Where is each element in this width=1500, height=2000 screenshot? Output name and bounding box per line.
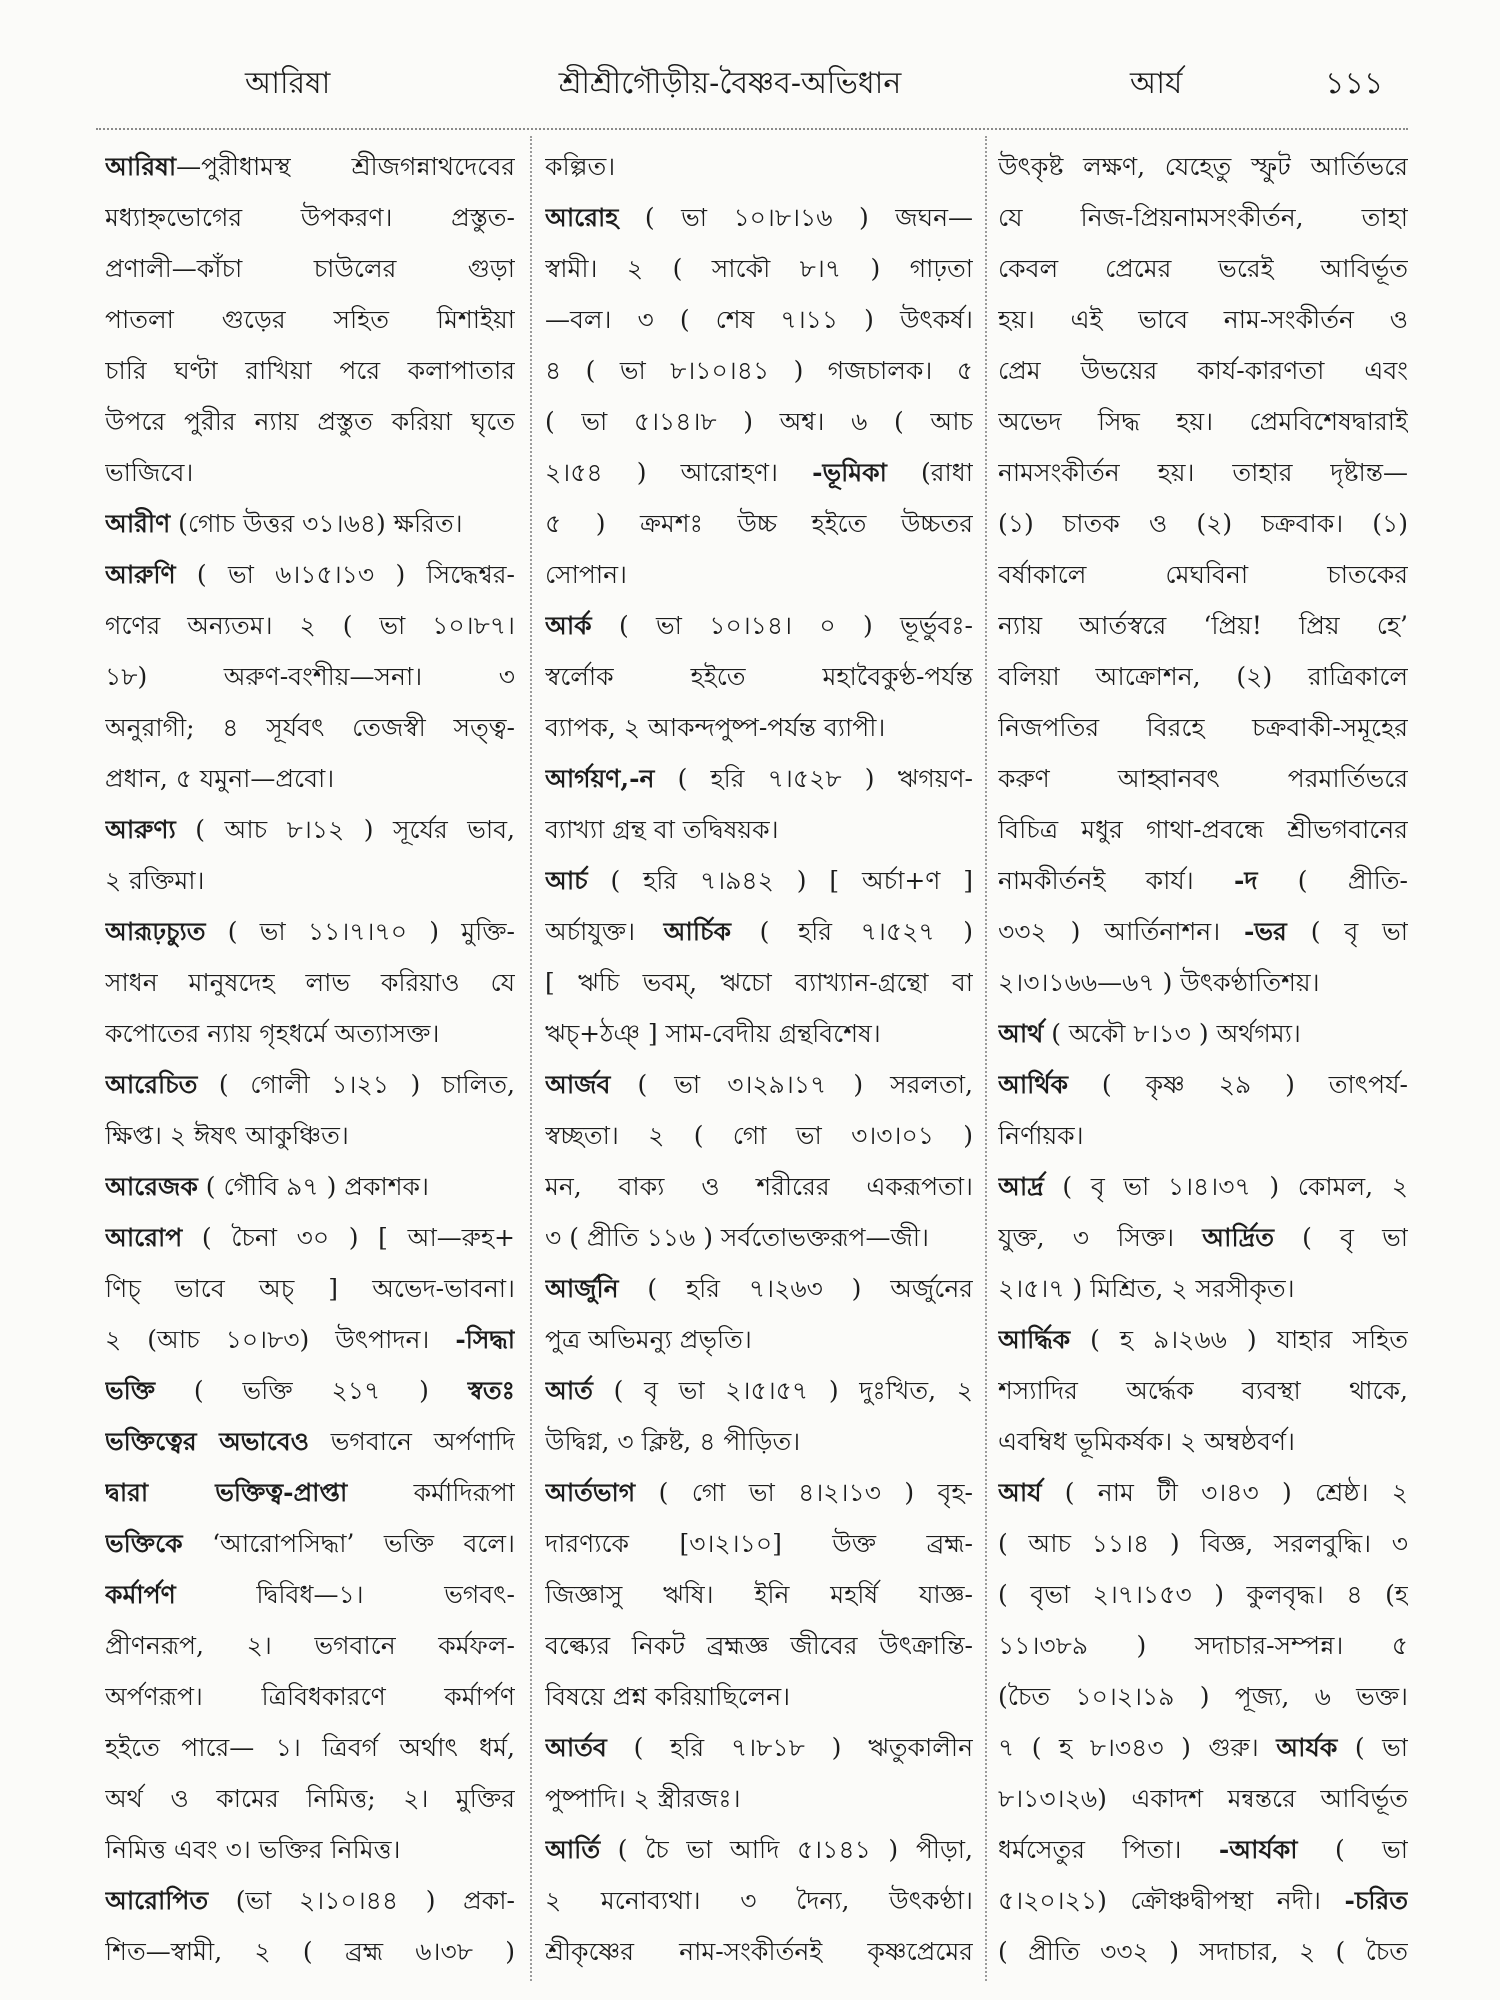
sub-headword: ভক্তি xyxy=(105,1376,156,1405)
entry-text: ( হরি ৭।৫২৭ ) xyxy=(730,917,973,946)
sub-headword: -ভর xyxy=(1244,917,1287,946)
entry-text: দারণ্যকে [৩।২।১০] উক্ত ব্রহ্ম- xyxy=(545,1529,973,1558)
text-line xyxy=(105,1263,515,1314)
text-line xyxy=(998,1569,1408,1620)
entry-text: ২ (আচ ১০।৮৩) উৎপাদন। xyxy=(105,1325,456,1354)
entry-text: ( ভা ১০।১৪। ০ ) ভূর্ভুবঃ- xyxy=(591,611,973,640)
text-line xyxy=(998,345,1408,396)
entry-text: সাধন মানুষদেহ লাভ করিয়াও যে xyxy=(105,968,515,997)
text-line xyxy=(998,1212,1408,1263)
column-3 xyxy=(998,141,1408,1981)
entry-text: ( ভা ৫।১৪।৮ ) অশ্ব। ৬ ( আচ xyxy=(545,407,973,436)
text-line xyxy=(998,1161,1408,1212)
headword: আর্তি xyxy=(545,1835,601,1864)
entry-text: যে নিজ-প্রিয়নামসংকীর্তন, তাহা xyxy=(998,203,1408,232)
header-rule xyxy=(96,128,1408,130)
text-line xyxy=(998,1008,1408,1059)
entry-text: শিত—স্বামী, ২ ( ব্রহ্ম ৬।৩৮ ) xyxy=(105,1937,515,1966)
entry-text: ( ভক্তি ২১৭ ) xyxy=(155,1376,468,1405)
entry-text: পুত্র অভিমন্যু প্রভৃতি। xyxy=(545,1325,752,1354)
entry-text: গণের অন্যতম। ২ ( ভা ১০।৮৭। xyxy=(105,611,515,640)
text-line xyxy=(105,906,515,957)
text-line xyxy=(998,243,1408,294)
sub-headword: -দ xyxy=(1234,866,1258,895)
text-line xyxy=(998,192,1408,243)
text-line xyxy=(105,345,515,396)
entry-text: ১৮) অরুণ-বংশীয়—সনা। ৩ xyxy=(105,662,515,691)
entry-text: ( হরি ৭।৮১৮ ) ঋতুকালীন xyxy=(606,1733,973,1762)
text-line xyxy=(998,1110,1408,1161)
text-line xyxy=(998,549,1408,600)
headword: আর্জুনি xyxy=(545,1274,619,1303)
headword: আর্দ্ধিক xyxy=(998,1325,1071,1354)
entry-text: নামকীর্তনই কার্য। xyxy=(998,866,1235,895)
text-line xyxy=(998,1926,1408,1977)
text-line xyxy=(105,294,515,345)
sub-headword: দ্বারা ভক্তিত্ব-প্রাপ্তা xyxy=(105,1478,348,1507)
entry-text: ২।৩।১৬৬—৬৭ ) উৎকণ্ঠাতিশয়। xyxy=(998,968,1320,997)
text-line xyxy=(105,498,515,549)
text-line xyxy=(545,1263,973,1314)
entry-text: ব্যাখ্যা গ্রন্থ বা তদ্বিষয়ক। xyxy=(545,815,779,844)
text-line xyxy=(105,1671,515,1722)
sub-headword: ভক্তিকে xyxy=(105,1529,183,1558)
text-line xyxy=(105,1773,515,1824)
entry-text: ( হ ৯।২৬৬ ) যাহার সহিত xyxy=(1070,1325,1408,1354)
text-line xyxy=(105,651,515,702)
text-line xyxy=(998,1671,1408,1722)
text-line xyxy=(545,651,973,702)
entry-text: বিচিত্র মধুর গাথা-প্রবন্ধে শ্রীভগবানের xyxy=(998,815,1408,844)
entry-text: নিজপতির বিরহে চক্রবাকী-সমূহের xyxy=(998,713,1408,742)
text-line xyxy=(998,1467,1408,1518)
text-line xyxy=(105,1875,515,1926)
text-line xyxy=(998,294,1408,345)
entry-text: ( গো ভা ৪।২।১৩ ) বৃহ- xyxy=(635,1478,973,1507)
headword: আরূঢ়চ্যুত xyxy=(105,917,206,946)
text-line xyxy=(105,1467,515,1518)
text-line xyxy=(105,192,515,243)
running-head-first-word: আরিষা xyxy=(245,66,331,101)
entry-text: উপরে পুরীর ন্যায় প্রস্তুত করিয়া ঘৃতে xyxy=(105,407,515,436)
entry-text: ২ রক্তিমা। xyxy=(105,866,205,895)
text-line xyxy=(105,1212,515,1263)
text-line xyxy=(998,1773,1408,1824)
entry-text: ( বৃ ভা ১।৪।৩৭ ) কোমল, ২ xyxy=(1043,1172,1408,1201)
text-line xyxy=(998,702,1408,753)
entry-text: অভেদ সিদ্ধ হয়। প্রেমবিশেষদ্বারাই xyxy=(998,407,1408,436)
text-line xyxy=(105,243,515,294)
column-divider xyxy=(530,136,532,1981)
entry-text: নিমিত্ত এবং ৩। ভক্তির নিমিত্ত। xyxy=(105,1835,401,1864)
entry-text: অনুরাগী; ৪ সূর্যবৎ তেজস্বী সত্ত্ব- xyxy=(105,713,515,742)
headword: আর্জব xyxy=(545,1070,611,1099)
headword: আরেজক xyxy=(105,1172,198,1201)
entry-text: ( ভা xyxy=(1337,1733,1408,1762)
sub-headword: -ভূমিকা xyxy=(812,458,887,487)
entry-text: বলিয়া আক্রোশন, (২) রাত্রিকালে xyxy=(998,662,1408,691)
text-line xyxy=(105,1365,515,1416)
sub-headword: -সিদ্ধা xyxy=(455,1325,515,1354)
column-2 xyxy=(545,141,973,1981)
text-line xyxy=(545,957,973,1008)
entry-text: ভগবানে অর্পণাদি xyxy=(309,1427,515,1456)
text-line xyxy=(105,753,515,804)
entry-text: ২ মনোব্যথা। ৩ দৈন্য, উৎকণ্ঠা। xyxy=(545,1886,973,1915)
entry-text: ( ভা ১১।৭।৭০ ) মুক্তি- xyxy=(205,917,515,946)
text-line xyxy=(998,1824,1408,1875)
entry-text: এবম্বিধ ভূমিকর্ষক। ২ অম্বষ্ঠবর্ণ। xyxy=(998,1427,1295,1456)
headword: আরুণ্য xyxy=(105,815,176,844)
entry-text: কল্পিত। xyxy=(545,152,616,181)
text-line xyxy=(105,1059,515,1110)
entry-text: ( প্রীতি ৩৩২ ) সদাচার, ২ ( চৈত xyxy=(998,1937,1408,1966)
entry-text: পাতলা গুড়ের সহিত মিশাইয়া xyxy=(105,305,515,334)
text-line xyxy=(105,447,515,498)
entry-text: হইতে পারে— ১। ত্রিবর্গ অর্থাৎ ধর্ম, xyxy=(105,1733,515,1762)
sub-headword: স্বতঃ xyxy=(467,1376,515,1405)
entry-text: করুণ আহ্বানবৎ পরমার্তিভরে xyxy=(998,764,1408,793)
text-line xyxy=(545,498,973,549)
entry-text: ( ভা ৬।১৫।১৩ ) সিদ্ধেশ্বর- xyxy=(175,560,515,589)
text-line xyxy=(545,1059,973,1110)
text-line xyxy=(545,1110,973,1161)
entry-text: অর্পণরূপ। ত্রিবিধকারণে কর্মার্পণ xyxy=(105,1682,515,1711)
entry-text: ( বৃভা ২।৭।১৫৩ ) কুলবৃদ্ধ। ৪ (হ xyxy=(998,1580,1408,1609)
entry-text: ব্যাপক, ২ আকন্দপুষ্প-পর্যন্ত ব্যাপী। xyxy=(545,713,886,742)
text-line xyxy=(545,1569,973,1620)
text-line xyxy=(998,1263,1408,1314)
text-line xyxy=(545,396,973,447)
text-line xyxy=(545,1926,973,1977)
entry-text: মধ্যাহ্নভোগের উপকরণ। প্রস্তুত- xyxy=(105,203,515,232)
text-line xyxy=(105,1722,515,1773)
entry-text: অর্চাযুক্ত। xyxy=(545,917,664,946)
entry-text: ( বৃ ভা xyxy=(1286,917,1408,946)
text-line xyxy=(998,1620,1408,1671)
entry-text: স্বামী। ২ ( সাকৌ ৮।৭ ) গাঢ়তা xyxy=(545,254,973,283)
headword: আর্তভাগ xyxy=(545,1478,636,1507)
entry-text: (রাধা xyxy=(886,458,973,487)
entry-text: ৩ ( প্রীতি ১১৬ ) সর্বতোভক্তরূপ—জী। xyxy=(545,1223,929,1252)
entry-text: ( ভা ১০।৮।১৬ ) জঘন— xyxy=(618,203,973,232)
text-line xyxy=(105,702,515,753)
entry-text: ৭ ( হ ৮।৩৪৩ ) গুরু। xyxy=(998,1733,1277,1762)
text-line xyxy=(998,396,1408,447)
entry-text: —পুরীধামস্থ শ্রীজগন্নাথদেবের xyxy=(176,152,515,181)
page-number: ১১১ xyxy=(1325,66,1384,101)
entry-text: অর্থ ও কামের নিমিত্ত; ২। মুক্তির xyxy=(105,1784,515,1813)
entry-text: ২।৫৪ ) আরোহণ। xyxy=(545,458,813,487)
text-line xyxy=(545,1518,973,1569)
headword: আরোপ xyxy=(105,1223,183,1252)
entry-text: ধর্মসেতুর পিতা। xyxy=(998,1835,1219,1864)
text-line xyxy=(105,549,515,600)
sub-headword: আর্যক xyxy=(1276,1733,1338,1762)
text-line xyxy=(998,1518,1408,1569)
entry-text: ঋচ্+ঠঞ্ ] সাম-বেদীয় গ্রন্থবিশেষ। xyxy=(545,1019,881,1048)
entry-text: ( চৈনা ৩০ ) [ আ—রুহ+ xyxy=(182,1223,515,1252)
text-line xyxy=(998,855,1408,906)
entry-text: (ভা ২।১০।৪৪ ) প্রকা- xyxy=(208,1886,515,1915)
text-line xyxy=(998,957,1408,1008)
entry-text: ( কৃষ্ণ ২৯ ) তাৎপর্য- xyxy=(1068,1070,1408,1099)
text-line xyxy=(998,753,1408,804)
entry-text: ( প্রীতি- xyxy=(1257,866,1408,895)
entry-text: ৫।২০।২১) ক্রৌঞ্চদ্বীপস্থা নদী। xyxy=(998,1886,1345,1915)
entry-text: দ্বিবিধ—১। ভগবৎ- xyxy=(175,1580,515,1609)
text-line xyxy=(105,1824,515,1875)
text-line xyxy=(105,396,515,447)
text-line xyxy=(998,498,1408,549)
text-line xyxy=(545,1365,973,1416)
entry-text: (গোচ উত্তর ৩১।৬৪) ক্ষরিত। xyxy=(170,509,463,538)
headword: আরুণি xyxy=(105,560,176,589)
text-line xyxy=(545,1416,973,1467)
entry-text: ( বৃ ভা xyxy=(1273,1223,1408,1252)
entry-text: [ ঋচি ভবম্, ঋচো ব্যাখ্যান-গ্রন্থো বা xyxy=(545,968,973,997)
entry-text: ( ভা ৩।২৯।১৭ ) সরলতা, xyxy=(610,1070,973,1099)
text-line xyxy=(545,141,973,192)
entry-text: কেবল প্রেমের ভরেই আবির্ভূত xyxy=(998,254,1408,283)
entry-text: (চৈত ১০।২।১৯ ) পূজ্য, ৬ ভক্ত। xyxy=(998,1682,1408,1711)
text-line xyxy=(105,1314,515,1365)
text-line xyxy=(998,906,1408,957)
entry-text: শস্যাদির অর্দ্ধেক ব্যবস্থা থাকে, xyxy=(998,1376,1408,1405)
text-line xyxy=(998,1416,1408,1467)
text-line xyxy=(998,1365,1408,1416)
entry-text: ( আচ ১১।৪ ) বিজ্ঞ, সরলবুদ্ধি। ৩ xyxy=(998,1529,1408,1558)
text-line xyxy=(545,1467,973,1518)
book-title: শ্রীশ্রীগৌড়ীয়-বৈষ্ণব-অভিধান xyxy=(558,66,902,101)
entry-text: ৮।১৩।২৬) একাদশ মন্বন্তরে আবির্ভূত xyxy=(998,1784,1408,1813)
headword: আর্ক xyxy=(545,611,592,640)
entry-text: ( হরি ৭।৫২৮ ) ঋগয়ণ- xyxy=(654,764,973,793)
entry-text: জিজ্ঞাসু ঋষি। ইনি মহর্ষি যাজ্ঞ- xyxy=(545,1580,973,1609)
entry-text: প্রণালী—কাঁচা চাউলের গুড়া xyxy=(105,254,515,283)
entry-text: ( নাম টী ৩।৪৩ ) শ্রেষ্ঠ। ২ xyxy=(1041,1478,1408,1507)
sub-headword: আর্চিক xyxy=(663,917,731,946)
text-line xyxy=(545,294,973,345)
entry-text: স্বচ্ছতা। ২ ( গো ভা ৩।৩।০১ ) xyxy=(545,1121,973,1150)
text-line xyxy=(998,141,1408,192)
text-line xyxy=(105,600,515,651)
entry-text: কপোতের ন্যায় গৃহধর্মে অত্যাসক্ত। xyxy=(105,1019,440,1048)
entry-text: প্রেম উভয়ের কার্য-কারণতা এবং xyxy=(998,356,1408,385)
text-line xyxy=(545,192,973,243)
text-line xyxy=(105,1926,515,1977)
sub-headword: আর্দ্রিত xyxy=(1202,1223,1274,1252)
text-line xyxy=(998,1875,1408,1926)
text-line xyxy=(545,906,973,957)
headword: আর্য xyxy=(998,1478,1042,1507)
entry-text: ( গৌবি ৯৭ ) প্রকাশক। xyxy=(197,1172,429,1201)
text-line xyxy=(998,600,1408,651)
headword: আর্তব xyxy=(545,1733,607,1762)
entry-text: বল্ক্যের নিকট ব্রহ্মজ্ঞ জীবের উৎক্রান্তি- xyxy=(545,1631,973,1660)
text-line xyxy=(545,753,973,804)
text-line xyxy=(105,957,515,1008)
text-line xyxy=(545,855,973,906)
entry-text: বর্ষাকালে মেঘবিনা চাতকের xyxy=(998,560,1408,589)
entry-text: ( গোলী ১।২১ ) চালিত, xyxy=(197,1070,515,1099)
text-line xyxy=(998,651,1408,702)
entry-text: ৩৩২ ) আর্তিনাশন। xyxy=(998,917,1245,946)
entry-text: ভাজিবে। xyxy=(105,458,194,487)
headword: আরোহ xyxy=(545,203,619,232)
column-divider xyxy=(985,136,987,1981)
text-line xyxy=(998,1722,1408,1773)
entry-text: ৪ ( ভা ৮।১০।৪১ ) গজচালক। ৫ xyxy=(545,356,973,385)
text-line xyxy=(545,804,973,855)
text-line xyxy=(545,1161,973,1212)
headword: আরেচিত xyxy=(105,1070,198,1099)
entry-text: ১১।৩৮৯ ) সদাচার-সম্পন্ন। ৫ xyxy=(998,1631,1408,1660)
text-line xyxy=(545,345,973,396)
text-line xyxy=(545,447,973,498)
entry-text: নামসংকীর্তন হয়। তাহার দৃষ্টান্ত— xyxy=(998,458,1408,487)
text-line xyxy=(545,702,973,753)
sub-headword: ভক্তিত্বের অভাবেও xyxy=(105,1427,310,1456)
entry-text: শ্রীকৃষ্ণের নাম-সংকীর্তনই কৃষ্ণপ্রেমের xyxy=(545,1937,973,1966)
text-line xyxy=(105,1518,515,1569)
headword: আর্ত xyxy=(545,1376,593,1405)
entry-text: ( বৃ ভা ২।৫।৫৭ ) দুঃখিত, ২ xyxy=(592,1376,973,1405)
entry-text: ক্ষিপ্ত। ২ ঈষৎ আকুঞ্চিত। xyxy=(105,1121,349,1150)
text-line xyxy=(105,1161,515,1212)
column-1 xyxy=(105,141,515,1981)
text-line xyxy=(105,1620,515,1671)
text-line xyxy=(545,1008,973,1059)
text-line xyxy=(545,1722,973,1773)
text-line xyxy=(105,141,515,192)
entry-text: ৫ ) ক্রমশঃ উচ্চ হইতে উচ্চতর xyxy=(545,509,973,538)
entry-text: ‘আরোপসিদ্ধা’ ভক্তি বলে। xyxy=(182,1529,515,1558)
headword: আরীণ xyxy=(105,509,171,538)
entry-text: উদ্বিগ্ন, ৩ ক্লিষ্ট, ৪ পীড়িত। xyxy=(545,1427,801,1456)
headword: আর্থিক xyxy=(998,1070,1068,1099)
entry-text: বিষয়ে প্রশ্ন করিয়াছিলেন। xyxy=(545,1682,791,1711)
headword: আরিষা xyxy=(105,152,177,181)
text-line xyxy=(545,243,973,294)
text-line xyxy=(545,1212,973,1263)
sub-headword: -আর্যকা xyxy=(1218,1835,1298,1864)
text-line xyxy=(998,1059,1408,1110)
entry-text: ( হরি ৭।৯৪২ ) [ অর্চা+ণ ] xyxy=(587,866,973,895)
headword: আর্চ xyxy=(545,866,588,895)
entry-text: ( হরি ৭।২৬৩ ) অর্জুনের xyxy=(618,1274,973,1303)
text-line xyxy=(105,1110,515,1161)
entry-text: ন্যায় আর্তস্বরে ‘প্রিয়! প্রিয় হে’ xyxy=(998,611,1408,640)
text-line xyxy=(545,1314,973,1365)
text-line xyxy=(998,447,1408,498)
text-line xyxy=(545,1875,973,1926)
text-line xyxy=(105,1569,515,1620)
sub-headword: কর্মার্পণ xyxy=(105,1580,176,1609)
text-line xyxy=(545,549,973,600)
entry-text: —বল। ৩ ( শেষ ৭।১১ ) উৎকর্ষ। xyxy=(545,305,973,334)
headword: আর্থ xyxy=(998,1019,1044,1048)
entry-text: স্বর্লোক হইতে মহাবৈকুণ্ঠ-পর্যন্ত xyxy=(545,662,973,691)
entry-text: চারি ঘণ্টা রাখিয়া পরে কলাপাতার xyxy=(105,356,515,385)
text-line xyxy=(105,1008,515,1059)
headword: আর্দ্র xyxy=(998,1172,1044,1201)
entry-text: যুক্ত, ৩ সিক্ত। xyxy=(998,1223,1203,1252)
text-line xyxy=(545,1773,973,1824)
text-line xyxy=(545,600,973,651)
text-line xyxy=(105,804,515,855)
text-line xyxy=(105,855,515,906)
sub-headword: -চরিত xyxy=(1344,1886,1408,1915)
entry-text: হয়। এই ভাবে নাম-সংকীর্তন ও xyxy=(998,305,1408,334)
entry-text: ২।৫।৭ ) মিশ্রিত, ২ সরসীকৃত। xyxy=(998,1274,1295,1303)
entry-text: (১) চাতক ও (২) চক্রবাক। (১) xyxy=(998,509,1408,538)
entry-text: মন, বাক্য ও শরীরের একরূপতা। xyxy=(545,1172,973,1201)
running-head-last-word: আর্য xyxy=(1130,66,1183,101)
headword: আর্গয়ণ,-ন xyxy=(545,764,655,793)
text-line xyxy=(545,1620,973,1671)
text-line xyxy=(105,1416,515,1467)
entry-text: সোপান। xyxy=(545,560,627,589)
entry-text: ( চৈ ভা আদি ৫।১৪১ ) পীড়া, xyxy=(600,1835,973,1864)
entry-text: ( অকৌ ৮।১৩ ) অর্থগম্য। xyxy=(1043,1019,1301,1048)
headword: আরোপিত xyxy=(105,1886,209,1915)
entry-text: ণিচ্ ভাবে অচ্ ] অভেদ-ভাবনা। xyxy=(105,1274,515,1303)
entry-text: নির্ণায়ক। xyxy=(998,1121,1084,1150)
entry-text: ( আচ ৮।১২ ) সূর্যের ভাব, xyxy=(175,815,515,844)
entry-text: প্রধান, ৫ যমুনা—প্রবো। xyxy=(105,764,335,793)
entry-text: প্রীণনরূপ, ২। ভগবানে কর্মফল- xyxy=(105,1631,515,1660)
entry-text: ( ভা xyxy=(1297,1835,1408,1864)
entry-text: পুষ্পাদি। ২ স্ত্রীরজঃ। xyxy=(545,1784,741,1813)
entry-text: উৎকৃষ্ট লক্ষণ, যেহেতু স্ফুট আর্তিভরে xyxy=(998,152,1408,181)
text-line xyxy=(545,1671,973,1722)
text-line xyxy=(998,1314,1408,1365)
text-line xyxy=(545,1824,973,1875)
text-line xyxy=(998,804,1408,855)
entry-text: কর্মাদিরূপা xyxy=(347,1478,515,1507)
